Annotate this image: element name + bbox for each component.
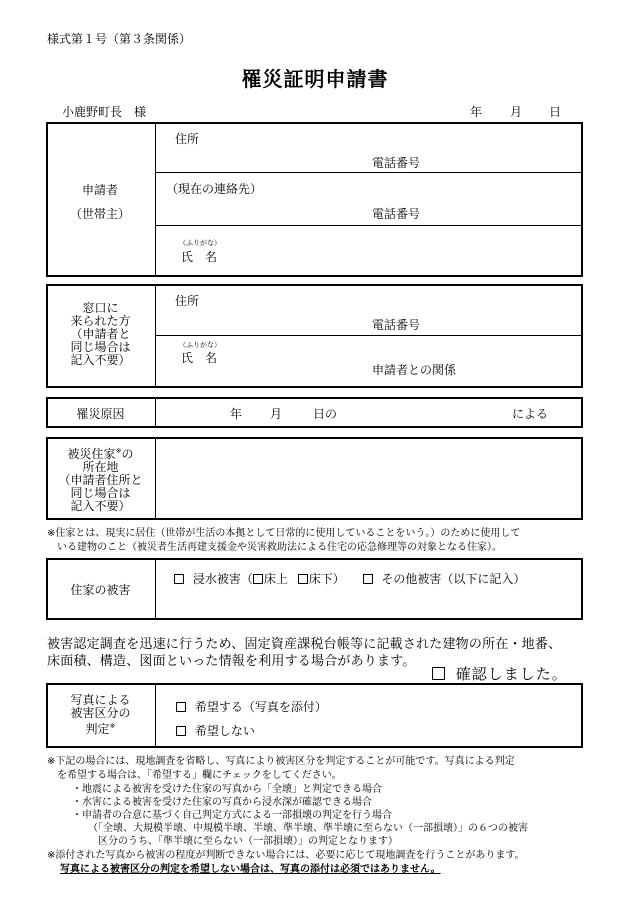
date-day-label: 日 — [549, 105, 562, 119]
applicant-contact-label: （現在の連絡先） — [166, 182, 263, 196]
location-label: 被災住家※の 所在地 （申請者住所と 同じ場合は 記入不要） — [58, 447, 143, 513]
applicant-address-label: 住所 — [175, 132, 200, 146]
visitor-phone-label: 電話番号 — [372, 318, 421, 332]
visitor-address-label: 住所 — [175, 294, 200, 308]
floor-below-label: 床下） — [308, 572, 345, 586]
location-input[interactable] — [160, 442, 578, 516]
home-note-line-1: ※住家とは、現実に居住（世帯が生活の本拠として日常的に使用していることをいう。）のために使用して — [47, 528, 521, 539]
note-bottom-9: 写真による被害区分の判定を希望しない場合は、写真の添付は必須ではありません。 — [60, 864, 441, 875]
confirm-checkbox[interactable] — [432, 667, 445, 680]
note-bottom-1: ※下記の場合には、現地調査を省略し、写真により被害区分を判定することが可能です。写真による判定 — [47, 756, 515, 767]
note-bottom-4: ・水害による被害を受けた住家の写真から浸水深が確認できる場合 — [72, 797, 372, 808]
flood-label: 浸水被害（ — [192, 572, 253, 586]
note-bottom-3: ・地震による被害を受けた住家の写真から「全壊」と判定できる場合 — [72, 784, 382, 795]
visitor-relation-label: 申請者との関係 — [372, 363, 457, 377]
consent-confirm — [432, 663, 568, 684]
note-bottom-5: ・申請者の合意に基づく自己判定方式による一部損壊の判定を行う場合 — [72, 810, 392, 821]
page-title: 罹災証明申請書 — [241, 67, 389, 91]
applicant-phone-label: 電話番号 — [372, 156, 421, 170]
visitor-furigana-label: （ふりがな） — [179, 341, 221, 349]
damage-label: 住家の被害 — [70, 583, 131, 597]
visitor-label: 窓口に 来られた方 （申請者と 同じ場合は 記入不要） — [70, 301, 131, 367]
other-damage-label: その他被害（以下に記入） — [381, 572, 526, 586]
date-month-label: 月 — [510, 105, 523, 119]
photo-yes-checkbox[interactable] — [176, 702, 186, 712]
note-bottom-7: 区分のうち、「準半壊に至らない（一部損壊）」の判定となります） — [98, 836, 398, 847]
photo-no-checkbox[interactable] — [176, 726, 186, 736]
floor-below-checkbox[interactable] — [298, 574, 308, 584]
applicant-label: 申請者 — [81, 183, 118, 197]
applicant-address-field[interactable] — [176, 133, 576, 155]
consent-line-2: 床面積、構造、図面といった情報を利用する場合があります。 — [47, 654, 416, 669]
cause-label: 罹災原因 — [76, 407, 125, 421]
note-bottom-2: を希望する場合は、「希望する」欄にチェックをしてください。 — [47, 770, 342, 781]
cause-month: 月 — [270, 407, 283, 421]
applicant-furigana-label: （ふりがな） — [179, 239, 221, 247]
floor-above-label: 床上 — [263, 572, 288, 586]
photo-label: 写真による 被害区分の 判定※ — [70, 693, 131, 736]
addressee: 小鹿野町長 様 — [62, 105, 147, 119]
cause-day: 日の — [313, 407, 338, 421]
home-note-line-2: いる建物のこと（被災者生活再建支援金や災害救助法による住宅の応急修理等の対象となる住家）。 — [47, 542, 502, 553]
photo-option-no: 希望しない — [176, 722, 255, 739]
date-year-label: 年 — [470, 105, 483, 119]
applicant-name-label: 氏 名 — [181, 250, 218, 264]
cause-suffix: による — [512, 407, 549, 421]
consent-line-1: 被害認定調査を迅速に行うため、固定資産課税台帳等に記載された建物の所在・地番、 — [47, 637, 562, 652]
floor-above-checkbox[interactable] — [253, 574, 263, 584]
applicant-phone2-label: 電話番号 — [372, 207, 421, 221]
confirm-label: 確認しました。 — [455, 665, 568, 683]
applicant-label-sub: （世帯主） — [70, 207, 131, 221]
form-number: 様式第１号（第３条関係） — [47, 32, 192, 46]
other-damage-checkbox[interactable] — [363, 574, 373, 584]
flood-checkbox[interactable] — [174, 574, 184, 584]
cause-year: 年 — [230, 407, 243, 421]
visitor-name-label: 氏 名 — [181, 351, 218, 365]
note-bottom-8: ※添付された写真から被害の程度が判断できない場合には、必要に応じて現地調査を行うことがあります。 — [47, 850, 525, 861]
damage-options — [174, 570, 525, 587]
note-bottom-6: （「全壊、大規模半壊、中規模半壊、半壊、準半壊、準半壊に至らない（一部損壊）」の６つの被害 — [88, 823, 528, 834]
photo-option-yes: 希望する（写真を添付） — [176, 698, 327, 715]
